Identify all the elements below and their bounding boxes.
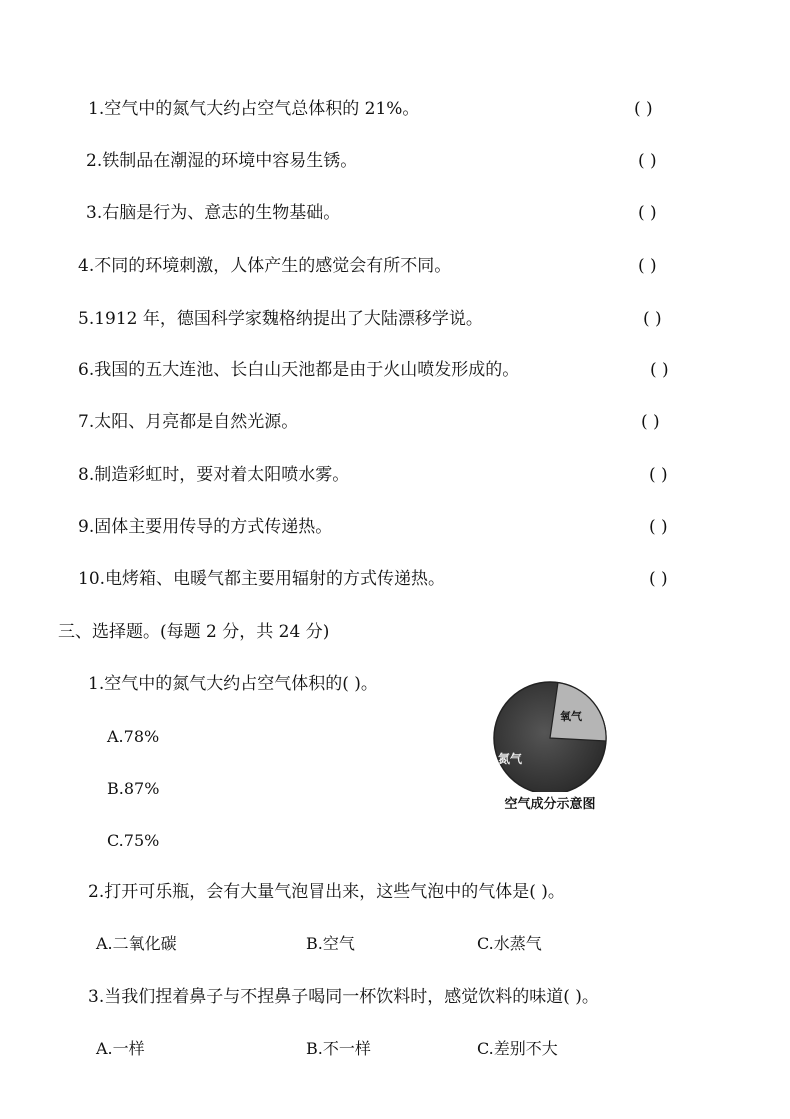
tf-item-8-text: 8.制造彩虹时，要对着太阳喷水雾。 [78,465,350,485]
tf-item-4-text: 4.不同的环境刺激，人体产生的感觉会有所不同。 [78,256,452,276]
mc-q2-text: 2.打开可乐瓶，会有大量气泡冒出来，这些气泡中的气体是( )。 [88,882,565,902]
mc-q1-option-a[interactable]: A.78% [107,727,160,746]
mc-q3-option-b[interactable]: B.不一样 [306,1039,371,1058]
tf-item-9-answer-paren[interactable]: ( ) [649,517,668,537]
mc-q1-text: 1.空气中的氮气大约占空气体积的( )。 [88,674,378,694]
mc-q2-option-c[interactable]: C.水蒸气 [477,934,542,953]
figure-caption: 空气成分示意图 [504,797,596,812]
mc-q1-option-b[interactable]: B.87% [107,779,160,798]
tf-item-6-answer-paren[interactable]: ( ) [650,360,669,380]
tf-item-3-text: 3.右脑是行为、意志的生物基础。 [86,203,341,223]
tf-item-8-answer-paren[interactable]: ( ) [649,465,668,485]
air-composition-figure [490,680,610,820]
tf-item-9-text: 9.固体主要用传导的方式传递热。 [78,517,333,537]
tf-item-5-text: 5.1912 年，德国科学家魏格纳提出了大陆漂移学说。 [78,309,483,329]
mc-q1-option-c[interactable]: C.75% [107,831,160,850]
tf-item-2-answer-paren[interactable]: ( ) [638,151,657,171]
tf-item-10-text: 10.电烤箱、电暖气都主要用辐射的方式传递热。 [78,569,446,589]
pie-label-oxygen: 氧气 [560,710,582,723]
tf-item-1-answer-paren[interactable]: ( ) [634,99,653,119]
pie-label-nitrogen: 氮气 [498,752,523,766]
tf-item-7-answer-paren[interactable]: ( ) [641,412,660,432]
mc-q3-option-a[interactable]: A.一样 [96,1039,145,1058]
mc-q2-option-a[interactable]: A.二氧化碳 [96,934,177,953]
mc-q2-option-b[interactable]: B.空气 [306,934,355,953]
section-heading: 三、选择题。(每题 2 分，共 24 分) [58,622,330,642]
tf-item-1-text: 1.空气中的氮气大约占空气总体积的 21%。 [88,99,420,119]
air-composition-pie [490,680,610,792]
mc-q3-option-c[interactable]: C.差别不大 [477,1039,558,1058]
tf-item-7-text: 7.太阳、月亮都是自然光源。 [78,412,299,432]
tf-item-4-answer-paren[interactable]: ( ) [638,256,657,276]
tf-item-2-text: 2.铁制品在潮湿的环境中容易生锈。 [86,151,358,171]
tf-item-6-text: 6.我国的五大连池、长白山天池都是由于火山喷发形成的。 [78,360,520,380]
tf-item-5-answer-paren[interactable]: ( ) [643,309,662,329]
mc-q3-text: 3.当我们捏着鼻子与不捏鼻子喝同一杯饮料时，感觉饮料的味道( )。 [88,987,599,1007]
tf-item-10-answer-paren[interactable]: ( ) [649,569,668,589]
tf-item-3-answer-paren[interactable]: ( ) [638,203,657,223]
